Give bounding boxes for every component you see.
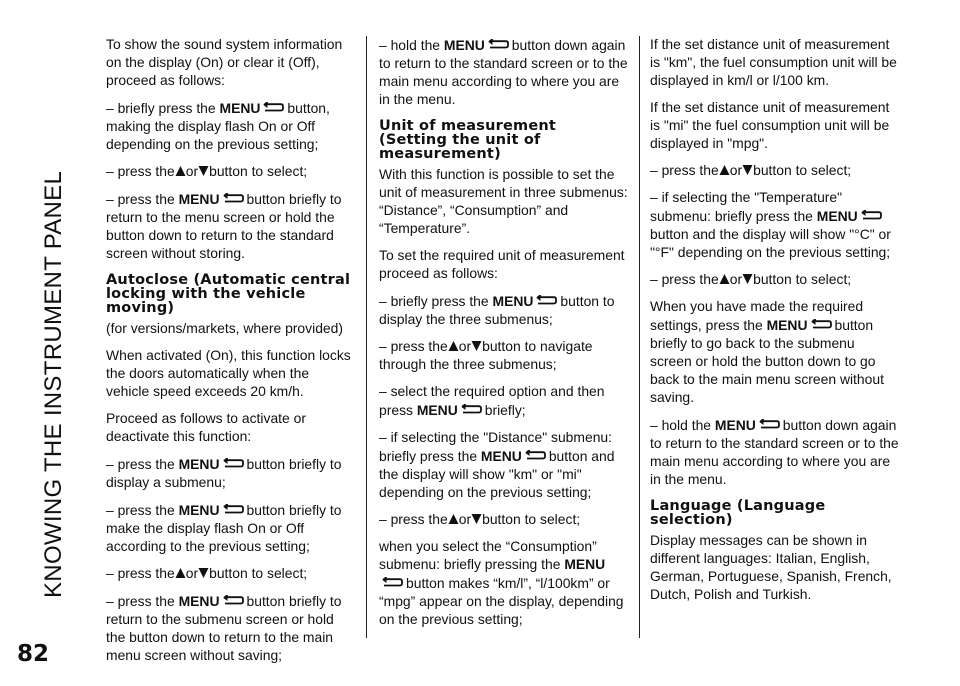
paragraph: – press the MENU button briefly to display a submenu; — [106, 456, 342, 490]
paragraph: when you select the “Consumption” submenu: briefly pressing the MENUbutton makes “km/l”, “l/100km” or “mpg” appear on the display, depending on the previous setting; — [379, 538, 624, 627]
paragraph: – press the or button to navigate through the three submenus; — [379, 338, 593, 372]
paragraph: If the set distance unit of measurement is "km", the fuel consumption unit will be displayed in km/l or l/100 km. — [650, 36, 897, 88]
up-arrow-icon — [719, 162, 730, 174]
paragraph: – press the or button to select; — [650, 162, 852, 178]
menu-return-icon — [222, 454, 244, 464]
menu-button-label: MENU — [416, 402, 458, 418]
menu-return-icon — [535, 291, 557, 301]
column-divider — [366, 36, 367, 638]
down-arrow-icon — [471, 511, 482, 523]
text-column-3 — [650, 35, 900, 612]
menu-return-icon — [758, 415, 780, 425]
paragraph: – if selecting the "Temperature" submenu: briefly press the MENUbutton and the display will show "°C" or "°F" depending on the previous setting; — [650, 189, 891, 260]
page-number: 82 — [17, 641, 50, 667]
menu-return-icon — [810, 315, 832, 325]
menu-button-label: MENU — [219, 100, 261, 116]
paragraph: When you have made the required settings, press the MENU button briefly to go back to the submenu screen or hold the button down to go back to the main menu screen without saving. — [650, 298, 884, 405]
paragraph: When activated (On), this function locks the doors automatically when the vehicle speed exceeds 20 km/h. — [106, 347, 351, 399]
menu-button-label: MENU — [178, 456, 220, 472]
section-heading-unit-of-measurement: Unit of measurement (Setting the unit of measurement) — [379, 118, 557, 162]
down-arrow-icon — [471, 338, 482, 350]
text-column-2 — [379, 35, 629, 637]
up-arrow-icon — [175, 163, 186, 175]
paragraph: – press the or button to select; — [106, 565, 308, 581]
paragraph: Display messages can be shown in different languages: Italian, English, German, Portuguese, Spanish, French, Dutch, Polish and Turkish. — [650, 532, 892, 602]
down-arrow-icon — [742, 162, 753, 174]
menu-button-label: MENU — [178, 593, 220, 609]
paragraph: With this function is possible to set the unit of measurement in three submenus: “Distance”, “Consumption” and “Temperature”. — [379, 166, 628, 236]
menu-return-icon — [222, 189, 244, 199]
paragraph: – press the MENU button briefly to make the display flash On or Off according to the previous setting; — [106, 502, 342, 554]
paragraph: – press the or button to select; — [106, 163, 308, 179]
menu-return-icon — [487, 35, 509, 45]
paragraph: – briefly press the MENU button, making the display flash On or Off depending on the previous setting; — [106, 100, 330, 152]
up-arrow-icon — [175, 565, 186, 577]
section-heading-autoclose: Autoclose (Automatic central locking with the vehicle moving) — [106, 272, 351, 316]
paragraph: (for versions/markets, where provided) — [106, 320, 343, 336]
paragraph: Proceed as follows to activate or deactivate this function: — [106, 410, 306, 444]
menu-button-label: MENU — [178, 502, 220, 518]
paragraph: – hold the MENU button down again to return to the standard screen or to the main menu according to where you are in the menu. — [379, 37, 628, 107]
menu-return-icon — [381, 573, 403, 583]
down-arrow-icon — [742, 271, 753, 283]
menu-button-label: MENU — [492, 293, 534, 309]
menu-return-icon — [222, 591, 244, 601]
menu-return-icon — [524, 446, 546, 456]
paragraph: If the set distance unit of measurement is "mi" the fuel consumption unit will be displayed in "mpg". — [650, 99, 890, 151]
paragraph: – if selecting the "Distance" submenu: briefly press the MENU button and the display will show "km" or "mi" depending on the previous setting; — [379, 429, 615, 500]
menu-button-label: MENU — [714, 417, 756, 433]
up-arrow-icon — [448, 511, 459, 523]
menu-button-label: MENU — [443, 37, 485, 53]
paragraph: To show the sound system information on the display (On) or clear it (Off), proceed as follows: — [106, 36, 343, 88]
paragraph: – press the or button to select; — [650, 271, 852, 287]
column-divider — [639, 36, 640, 638]
menu-return-icon — [262, 98, 284, 108]
menu-button-label: MENU — [564, 556, 606, 572]
menu-button-label: MENU — [816, 208, 858, 224]
down-arrow-icon — [198, 565, 209, 577]
up-arrow-icon — [719, 271, 730, 283]
up-arrow-icon — [448, 338, 459, 350]
menu-return-icon — [860, 206, 882, 216]
paragraph: – hold the MENU button down again to return to the standard screen or to the main menu according to where you are in the menu. — [650, 417, 899, 487]
section-side-title: KNOWING THE INSTRUMENT PANEL — [40, 170, 67, 598]
paragraph: – select the required option and then press MENU briefly; — [379, 383, 605, 418]
paragraph: – press the or button to select; — [379, 511, 581, 527]
paragraph: – press the MENU button briefly to return to the menu screen or hold the button down to return to the standard screen without storing. — [106, 191, 342, 261]
paragraph: – briefly press the MENU button to display the three submenus; — [379, 293, 615, 327]
paragraph: – press the MENU button briefly to return to the submenu screen or hold the button down to return to the main menu screen without saving; — [106, 593, 342, 663]
menu-return-icon — [460, 400, 482, 410]
text-column-1 — [106, 35, 356, 673]
down-arrow-icon — [198, 163, 209, 175]
menu-return-icon — [222, 500, 244, 510]
menu-button-label: MENU — [480, 448, 522, 464]
menu-button-label: MENU — [766, 317, 808, 333]
paragraph: To set the required unit of measurement proceed as follows: — [379, 247, 625, 281]
section-heading-language: Language (Language selection) — [650, 498, 826, 528]
menu-button-label: MENU — [178, 191, 220, 207]
